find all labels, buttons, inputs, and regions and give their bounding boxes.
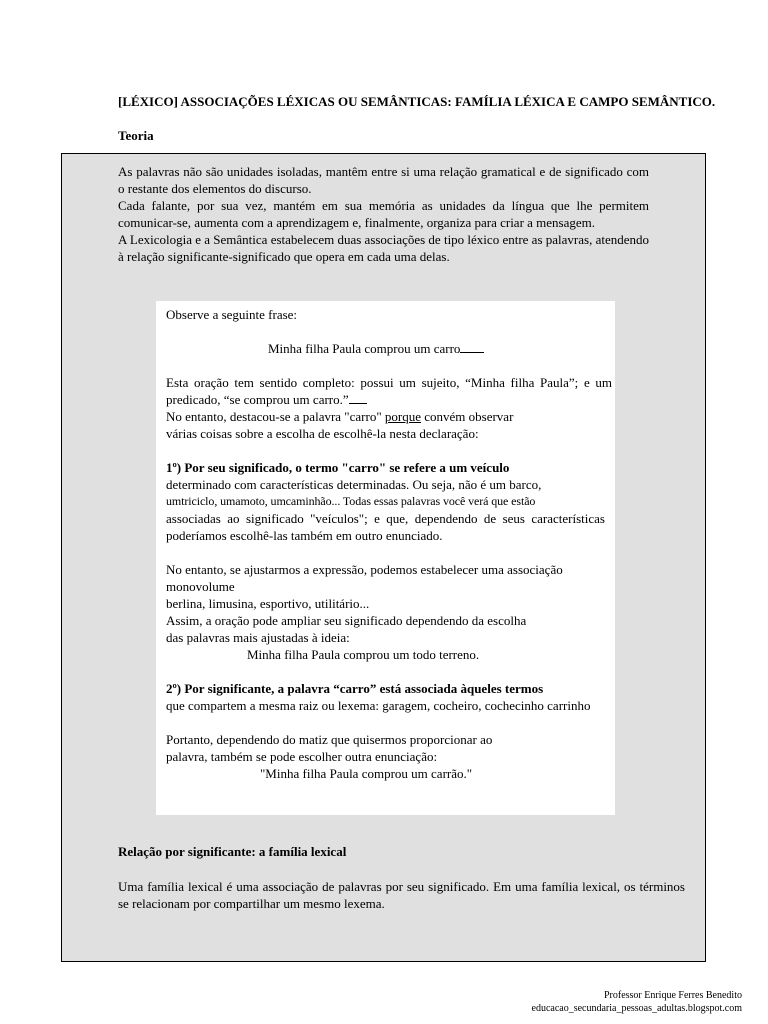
relation-heading: Relação por significante: a família lexical: [118, 844, 347, 859]
explanation-line-2c: convém observar: [420, 409, 514, 424]
final-line-2: palavra, também se pode escolher outra enunciação:: [166, 749, 438, 764]
intro-paragraph-2: Cada falante, por sua vez, mantém em sua memória as unidades da língua que lhe permitem comunicar-se, aumenta com a aprendizagem e, finalmente, organiza para criar a mensagem.: [118, 198, 649, 230]
example-content: [166, 306, 621, 782]
intro-paragraph-3: A Lexicologia e a Semântica estabelecem duas associações de tipo léxico entre as palavras, atendendo à relação significante-significado que opera em cada uma delas.: [118, 232, 649, 264]
intro-paragraph-1: As palavras não são unidades isoladas, mantêm entre si uma relação gramatical e de significado com o restante dos elementos do discurso.: [118, 164, 649, 196]
section-heading: Teoria: [118, 128, 154, 143]
page-title: [LÉXICO] ASSOCIAÇÕES LÉXICAS OU SEMÂNTICAS: FAMÍLIA LÉXICA E CAMPO SEMÂNTICO.: [118, 94, 716, 109]
footer-author: Professor Enrique Ferres Benedito: [603, 990, 742, 1001]
blank-line: [349, 391, 367, 404]
point-1-line-3: umtriciclo, umamoto, umcaminhão... Todas essas palavras você verá que estão: [166, 494, 536, 508]
adjust-line-2: berlina, limusina, esportivo, utilitário...: [166, 596, 370, 611]
footer-blog: educacao_secundaria_pessoas_adultas.blogspot.com: [531, 1003, 742, 1014]
relation-text: Uma família lexical é uma associação de palavras por seu significado. Em uma família lexical, os términos se relacionam por compartilhar um mesmo lexema.: [118, 879, 685, 911]
footer: [532, 989, 743, 1015]
explanation-line-1: Esta oração tem sentido completo: possui um sujeito, “Minha filha Paula”; e um predicado, “se comprou um carro.”: [166, 375, 612, 407]
point-1-line-4: associadas ao significado "veículos"; e que, dependendo de seus características poderíamos escolhê-las também em outro enunciado.: [166, 511, 605, 543]
point-1-line-2: determinado com características determinadas. Ou seja, não é um barco,: [166, 477, 542, 492]
final-line-1: Portanto, dependendo do matiz que quisermos proporcionar ao: [166, 732, 493, 747]
point-2-heading: 2º) Por significante, a palavra “carro” está associada àqueles termos: [166, 681, 544, 696]
explanation-line-2b: porque: [384, 409, 421, 424]
intro-text: [118, 163, 649, 265]
blank-line: [460, 340, 484, 353]
point-2-text: que compartem a mesma raiz ou lexema: garagem, cocheiro, cochecinho carrinho: [166, 698, 591, 713]
point-1-heading: 1º) Por seu significado, o termo "carro" se refere a um veículo: [166, 460, 510, 475]
example-sentence-2: Minha filha Paula comprou um todo terreno.: [247, 647, 480, 662]
explanation-line-2a: No entanto, destacou-se a palavra "carro": [166, 409, 385, 424]
example-sentence-1: Minha filha Paula comprou um carro: [268, 341, 461, 356]
adjust-line-4: das palavras mais ajustadas à ideia:: [166, 630, 350, 645]
observe-line: Observe a seguinte frase:: [166, 307, 298, 322]
example-sentence-3: "Minha filha Paula comprou um carrão.": [260, 766, 473, 781]
adjust-line-3: Assim, a oração pode ampliar seu significado dependendo da escolha: [166, 613, 527, 628]
adjust-line-1: No entanto, se ajustarmos a expressão, podemos estabelecer uma associação monovolume: [166, 562, 563, 594]
explanation-line-3: várias coisas sobre a escolha de escolhê-la nesta declaração:: [166, 426, 479, 441]
